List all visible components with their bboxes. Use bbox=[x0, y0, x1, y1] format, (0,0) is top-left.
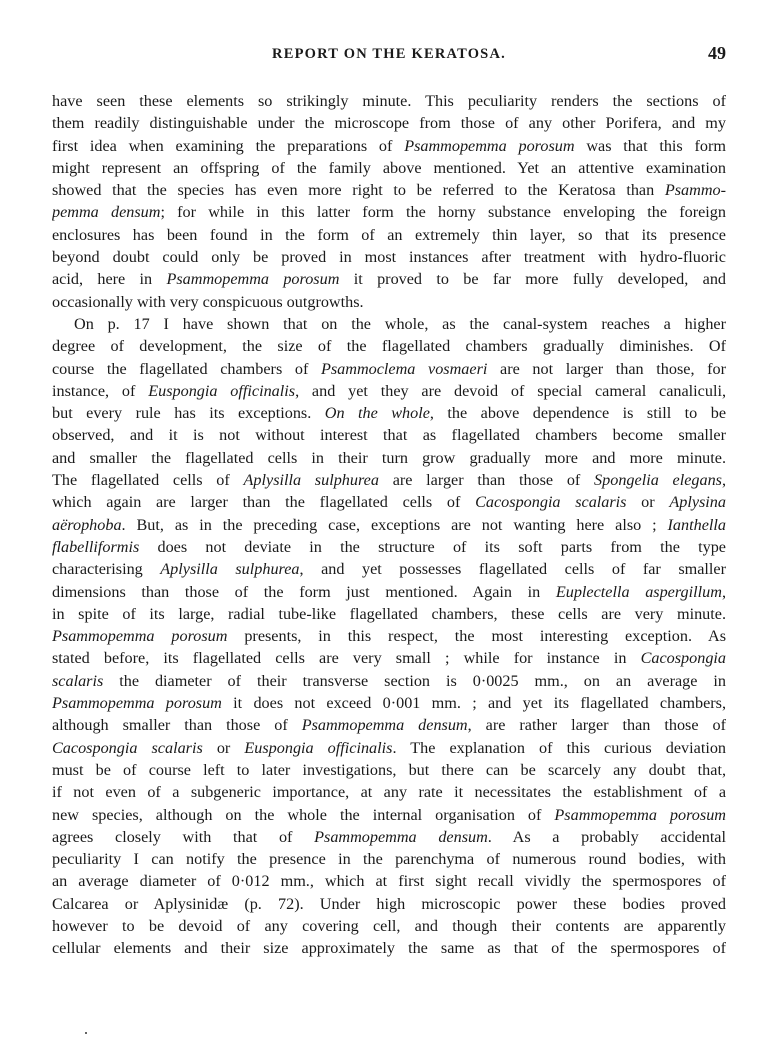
text-line: degree of development, the size of the flagellated chambers gradually diminishes. Of bbox=[52, 337, 726, 356]
text-line: observed, and it is not without interest that as flagellated chambers become smaller bbox=[52, 426, 726, 445]
page-header bbox=[52, 43, 726, 70]
text-line: aërophoba. But, as in the preceding case, exceptions are not wanting here also ; Ianthella bbox=[52, 515, 726, 534]
text-line: On p. 17 I have shown that on the whole, as the canal-system reaches a higher bbox=[74, 314, 726, 333]
text-line: agrees closely with that of Psammopemma densum. As a probably accidental bbox=[52, 827, 726, 846]
text-line: first idea when examining the preparations of Psammopemma porosum was that this form bbox=[52, 136, 726, 155]
text-line: flabelliformis does not deviate in the structure of its soft parts from the type bbox=[52, 537, 726, 556]
text-line: The flagellated cells of Aplysilla sulphurea are larger than those of Spongelia elegans, bbox=[52, 471, 726, 490]
text-line: Calcarea or Aplysinidæ (p. 72). Under high microscopic power these bodies proved bbox=[52, 894, 726, 913]
text-line: which again are larger than the flagellated cells of Cacospongia scalaris or Aplysina bbox=[52, 493, 726, 512]
text-line: have seen these elements so strikingly minute. This peculiarity renders the sections of bbox=[52, 92, 726, 110]
text-line: but every rule has its exceptions. On the whole, the above dependence is still to be bbox=[52, 404, 726, 423]
text-line: beyond doubt could only be proved in most instances after treatment with hydro-fluoric bbox=[52, 248, 726, 267]
text-line: acid, here in Psammopemma porosum it proved to be far more fully developed, and bbox=[52, 270, 726, 289]
text-line: characterising Aplysilla sulphurea, and yet possesses flagellated cells of far smaller bbox=[52, 560, 726, 579]
text-line: scalaris the diameter of their transverse section is 0·0025 mm., on an average in bbox=[52, 671, 726, 690]
text-line: them readily distinguishable under the microscope from those of any other Porifera, and my bbox=[52, 114, 726, 133]
text-line: might represent an offspring of the family above mentioned. Yet an attentive examination bbox=[52, 158, 726, 177]
text-line: showed that the species has even more right to be referred to the Keratosa than Psammo- bbox=[52, 181, 726, 200]
text-line: stated before, its flagellated cells are very small ; while for instance in Cacospongia bbox=[52, 649, 726, 668]
text-line: dimensions than those of the form just mentioned. Again in Euplectella aspergillum, bbox=[52, 582, 726, 601]
text-line: however to be devoid of any covering cell, and though their contents are apparently bbox=[52, 916, 726, 935]
running-head: REPORT ON THE KERATOSA. bbox=[272, 46, 506, 62]
text-line: in spite of its large, radial tube-like flagellated chambers, these cells are very minute. bbox=[52, 604, 726, 623]
text-line: course the flagellated chambers of Psammoclema vosmaeri are not larger than those, for bbox=[52, 359, 726, 378]
text-line: Psammopemma porosum presents, in this respect, the most interesting exception. As bbox=[52, 627, 726, 646]
body-text bbox=[52, 90, 726, 960]
text-line: an average diameter of 0·012 mm., which at first sight recall vividly the spermospores of bbox=[52, 872, 726, 891]
text-line: enclosures has been found in the form of an extremely thin layer, so that its presence bbox=[52, 225, 726, 244]
text-line: occasionally with very conspicuous outgrowths. bbox=[52, 292, 364, 311]
text-line: instance, of Euspongia officinalis, and yet they are devoid of special cameral canaliculi, bbox=[52, 381, 726, 400]
text-line: if not even of a subgeneric importance, at any rate it necessitates the establishment of a bbox=[52, 783, 726, 802]
text-line: Cacospongia scalaris or Euspongia officinalis. The explanation of this curious deviation bbox=[52, 738, 726, 757]
print-speck bbox=[85, 1032, 87, 1034]
text-line: pemma densum; for while in this latter form the horny substance enveloping the foreign bbox=[52, 203, 726, 222]
text-line: new species, although on the whole the internal organisation of Psammopemma porosum bbox=[52, 805, 726, 824]
text-line: must be of course left to later investigations, but there can be scarcely any doubt that, bbox=[52, 760, 726, 779]
text-line: and smaller the flagellated cells in their turn grow gradually more and more minute. bbox=[52, 448, 726, 467]
text-line: peculiarity I can notify the presence in the parenchyma of numerous round bodies, with bbox=[52, 850, 726, 869]
page-number: 49 bbox=[708, 43, 726, 63]
text-line: although smaller than those of Psammopemma densum, are rather larger than those of bbox=[52, 716, 726, 735]
text-line: Psammopemma porosum it does not exceed 0·001 mm. ; and yet its flagellated chambers, bbox=[52, 694, 726, 713]
text-line: cellular elements and their size approximately the same as that of the spermospores of bbox=[52, 939, 726, 958]
